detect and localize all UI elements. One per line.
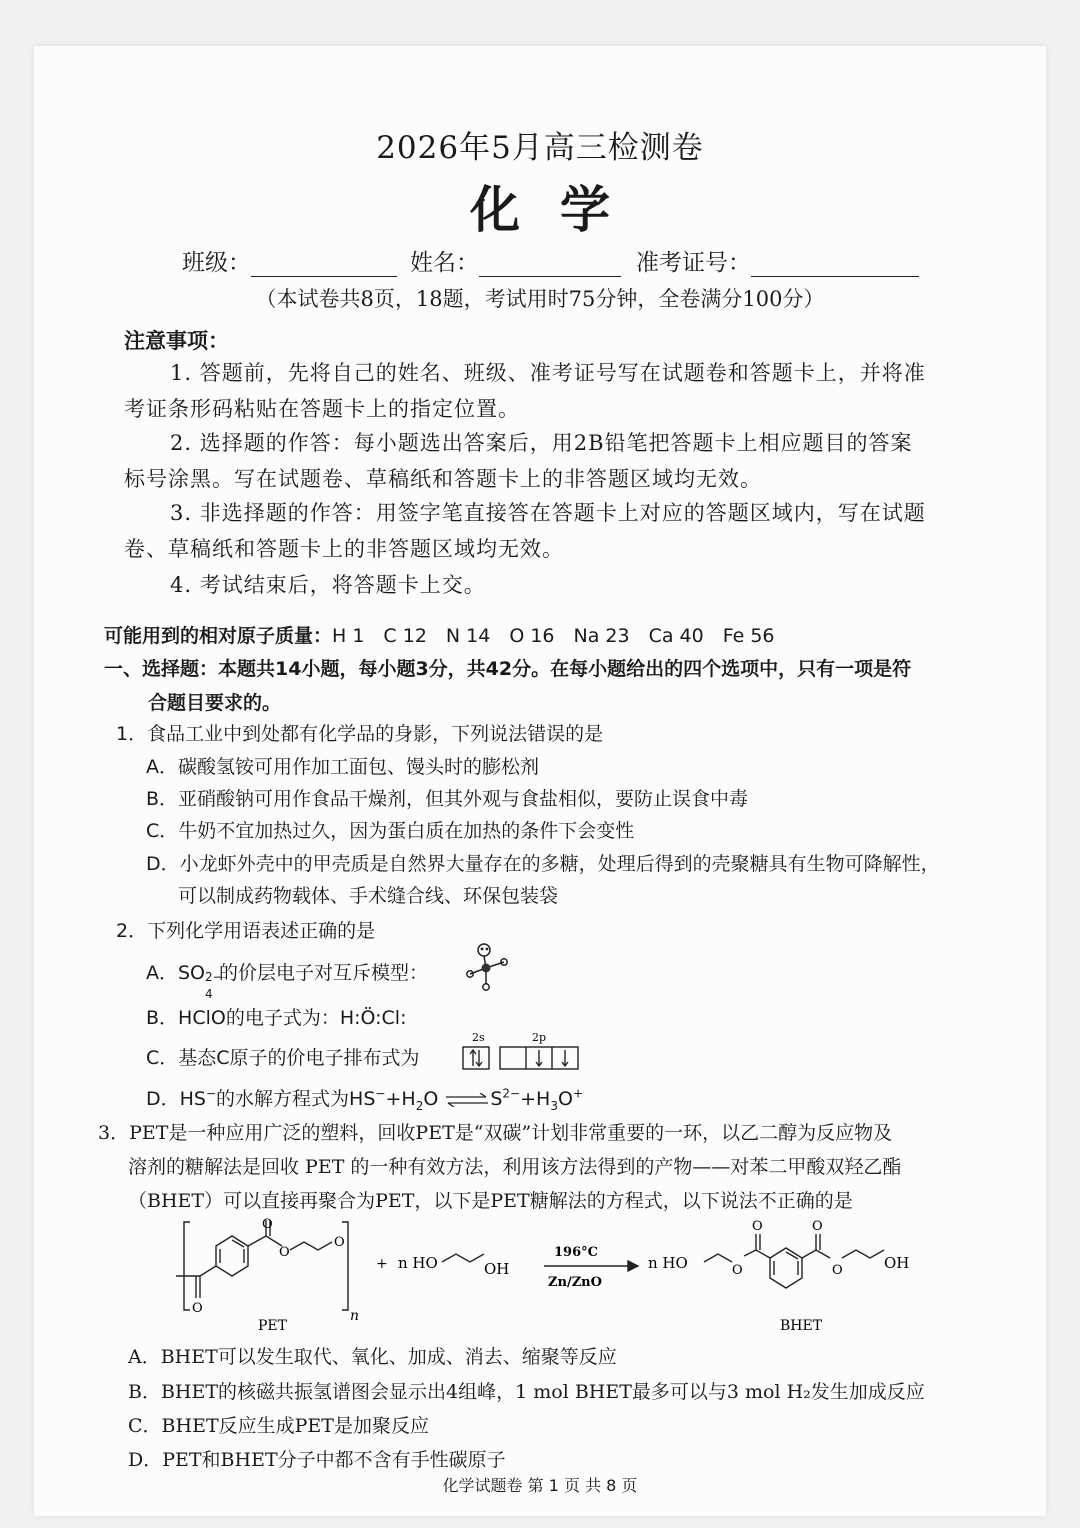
equilibrium-arrow-icon (444, 1093, 490, 1107)
atomic-mass-line (104, 621, 775, 648)
q2-option-d[interactable]: D．HS−的水解方程式为$HS^-+H_2O$ $S^{2-}+H_3O^+$ (146, 1086, 583, 1113)
svg-text:Zn/ZnO: Zn/ZnO (548, 1275, 602, 1290)
id-field (636, 244, 919, 277)
svg-text:n HO: n HO (398, 1254, 438, 1272)
id-label: 准考证号： (636, 250, 751, 276)
exam-title: 2026年5月高三检测卷 (376, 130, 704, 166)
q1-stem: 1．食品工业中到处都有化学品的身影，下列说法错误的是 (116, 723, 604, 745)
page-footer: 化学试题卷 第 1 页 共 8 页 (442, 1476, 638, 1495)
name-field (410, 244, 621, 277)
svg-text:n: n (350, 1308, 360, 1324)
pet-glycolysis-scheme (170, 1216, 930, 1336)
svg-text:2p: 2p (532, 1031, 547, 1044)
atomic-mass-values: H 1 C 12 N 14 O 16 Na 23 Ca 40 Fe 56 (332, 625, 775, 647)
svg-text:OH: OH (884, 1254, 910, 1272)
q2-option-c[interactable]: C．基态C原子的价电子排布式为 (146, 1047, 420, 1069)
vsepr-model-figure (462, 940, 518, 998)
class-blank[interactable] (251, 254, 397, 277)
svg-text:2s: 2s (472, 1031, 485, 1044)
subject-title: 化学 (470, 180, 650, 239)
q2-stem: 2．下列化学用语表述正确的是 (116, 920, 376, 942)
q3-stem-line1: 3．PET是一种应用广泛的塑料，回收PET是“双碳”计划非常重要的一环，以乙二醇为反应物及 (98, 1122, 893, 1144)
notice-line: 4. 考试结束后，将答题卡上交。 (170, 573, 486, 597)
svg-text:BHET: BHET (780, 1318, 823, 1334)
q2-option-b[interactable]: B．HClO的电子式为：H:Ö:Cl: (146, 1007, 407, 1029)
q3-option-c[interactable]: C．BHET反应生成PET是加聚反应 (128, 1415, 429, 1437)
name-label: 姓名： (410, 250, 479, 276)
notice-line: 卷、草稿纸和答题卡上的非答题区域均无效。 (124, 537, 564, 561)
q3-option-b[interactable]: B．BHET的核磁共振氢谱图会显示出4组峰，1 mol BHET最多可以与3 mol H₂发生加成反应 (128, 1381, 925, 1403)
notice-line: 标号涂黑。写在试题卷、草稿纸和答题卡上的非答题区域均无效。 (124, 467, 762, 491)
q3-option-a[interactable]: A．BHET可以发生取代、氧化、加成、消去、缩聚等反应 (128, 1346, 617, 1368)
svg-text:196°C: 196°C (554, 1245, 598, 1260)
svg-text:O: O (732, 1263, 743, 1278)
id-blank[interactable] (751, 254, 919, 277)
notice-line: 考证条形码粘贴在答题卡上的指定位置。 (124, 397, 520, 421)
class-label: 班级： (182, 250, 251, 276)
q1-option-a[interactable]: A．碳酸氢铵可用作加工面包、馒头时的膨松剂 (146, 756, 539, 778)
q3-option-d[interactable]: D．PET和BHET分子中都不含有手性碳原子 (128, 1449, 506, 1471)
q2-option-a[interactable]: A．SO 2− 4 的价层电子对互斥模型： (146, 962, 429, 1001)
notice-line: 2. 选择题的作答：每小题选出答案后，用2B铅笔把答题卡上相应题目的答案 (170, 431, 913, 455)
svg-text:+: + (376, 1256, 388, 1272)
section-heading: 一、选择题：本题共14小题，每小题3分，共42分。在每小题给出的四个选项中，只有一项是符 (104, 658, 912, 680)
exam-meta: （本试卷共8页，18题，考试用时75分钟，全卷满分100分） (255, 287, 825, 311)
class-field (182, 244, 397, 277)
svg-text:n HO: n HO (648, 1254, 688, 1272)
section-heading-cont: 合题目要求的。 (148, 692, 282, 714)
svg-text:O: O (334, 1235, 345, 1250)
q1-option-c[interactable]: C．牛奶不宜加热过久，因为蛋白质在加热的条件下会变性 (146, 820, 635, 842)
name-blank[interactable] (479, 254, 621, 277)
svg-text:OH: OH (484, 1260, 510, 1278)
orbital-diagram (460, 1030, 584, 1074)
q3-stem-line3: （BHET）可以直接再聚合为PET，以下是PET糖解法的方程式，以下说法不正确的是 (128, 1190, 853, 1212)
q1-option-d-cont: 可以制成药物载体、手术缝合线、环保包装袋 (178, 885, 559, 907)
svg-text:PET: PET (258, 1318, 287, 1334)
atomic-mass-label: 可能用到的相对原子质量： (104, 625, 333, 647)
q3-stem-line2: 溶剂的糖解法是回收 PET 的一种有效方法，利用该方法得到的产物——对苯二甲酸双羟乙酯 (128, 1156, 902, 1178)
q1-option-d[interactable]: D．小龙虾外壳中的甲壳质是自然界大量存在的多糖，处理后得到的壳聚糖具有生物可降解性， (146, 853, 940, 875)
svg-text:O: O (832, 1263, 843, 1278)
svg-text:O: O (262, 1217, 273, 1232)
notice-line: 1. 答题前，先将自己的姓名、班级、准考证号写在试题卷和答题卡上，并将准 (170, 361, 926, 385)
notice-heading: 注意事项： (124, 329, 229, 353)
hclo-electron-formula: H:Ö:Cl: (339, 1007, 407, 1029)
svg-text:O: O (279, 1245, 290, 1260)
notice-line: 3. 非选择题的作答：用签字笔直接答在答题卡上对应的答题区域内，写在试题 (170, 501, 926, 525)
svg-text:O: O (812, 1219, 823, 1234)
svg-text:O: O (192, 1301, 203, 1316)
svg-text:O: O (752, 1219, 763, 1234)
q1-option-b[interactable]: B．亚硝酸钠可用作食品干燥剂，但其外观与食盐相似，要防止误食中毒 (146, 788, 749, 810)
